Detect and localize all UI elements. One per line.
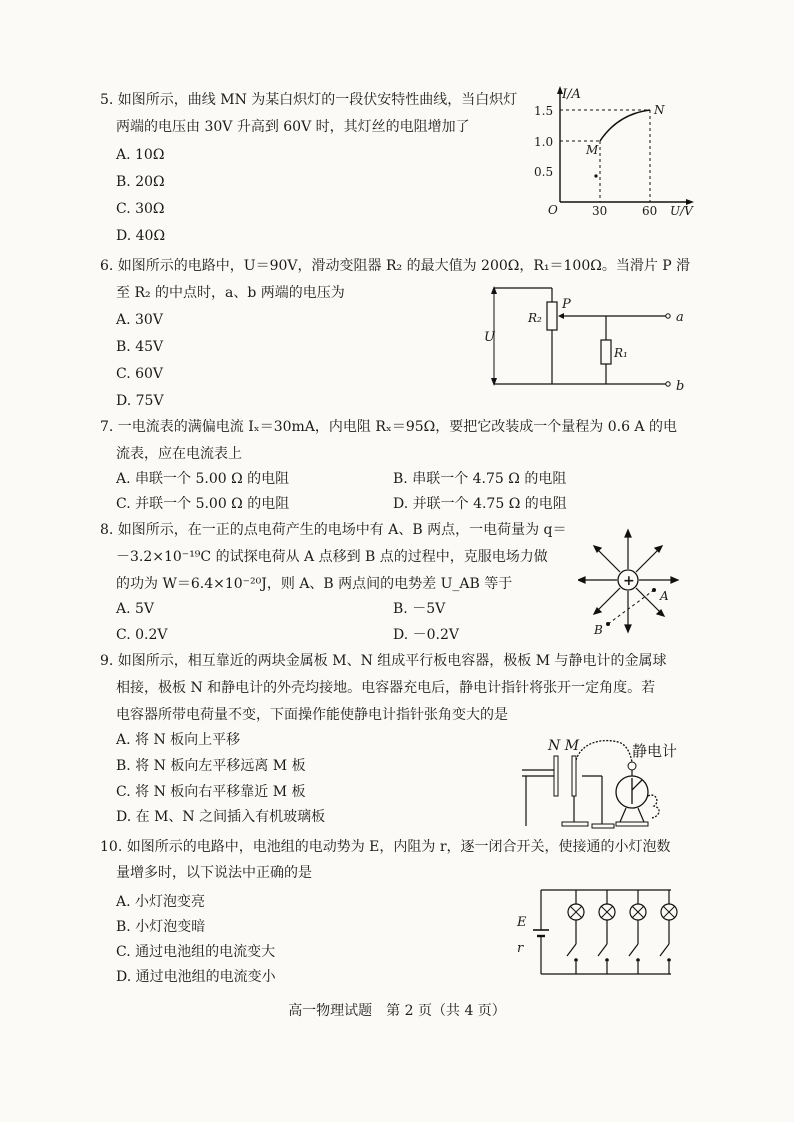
q10-option-b: B. 小灯泡变暗	[116, 919, 206, 935]
y-axis-label: I/A	[562, 87, 581, 102]
field-arrow-up-icon	[625, 530, 631, 537]
q8-option-b: B. －5V	[393, 601, 446, 617]
field-arrow-left-icon	[578, 577, 585, 583]
q5-option-a: A. 10Ω	[116, 147, 165, 163]
q6-stem-line2: 至 R₂ 的中点时，a、b 两端的电压为	[116, 285, 345, 301]
q9-option-d: D. 在 M、N 之间插入有机玻璃板	[116, 809, 326, 825]
r1-resistor	[601, 340, 611, 364]
lamp-branch-4	[660, 890, 677, 974]
q7-option-d: D. 并联一个 4.75 Ω 的电阻	[393, 496, 567, 512]
terminal-a	[666, 314, 670, 318]
q9-stem-line2: 相接，极板 N 和静电计的外壳均接地。电容器充电后，静电计指针将张开一定角度。若	[116, 680, 656, 696]
q8-option-a: A. 5V	[116, 601, 155, 617]
q10-stem-line1: 10. 如图所示的电路中，电池组的电动势为 E，内阻为 r，逐一闭合开关，使接通的小灯泡数	[100, 839, 671, 855]
field-line-dl	[596, 588, 620, 612]
q7-stem-line2: 流表，应在电流表上	[116, 446, 242, 462]
q6-option-b: B. 45V	[116, 339, 164, 355]
q7-option-c: C. 并联一个 5.00 Ω 的电阻	[116, 496, 290, 512]
r1-label: R₁	[614, 346, 628, 360]
q5-option-d: D. 40Ω	[116, 228, 166, 244]
y-tick-0-5: 0.5	[534, 165, 554, 179]
stand-base	[562, 822, 588, 826]
u-arrow-down-icon	[491, 378, 497, 386]
plate-n	[554, 756, 558, 796]
point-n-label: N	[654, 103, 665, 117]
q8-stem-line1: 8. 如图所示，在一正的点电荷产生的电场中有 A、B 两点，一电荷量为 q＝	[100, 522, 567, 538]
field-arrow-right-icon	[671, 577, 678, 583]
q9-option-c: C. 将 N 板向右平移靠近 M 板	[116, 784, 306, 800]
field-arrow-ul-icon	[594, 546, 601, 552]
meter-leg-right	[638, 808, 644, 822]
meter-leg-left	[620, 808, 626, 822]
q9-stem-line3: 电容器所带电荷量不变，下面操作能使静电计指针张角变大的是	[116, 707, 508, 723]
lamp-branch-1	[567, 890, 584, 974]
x-tick-30: 30	[592, 204, 608, 218]
u-label: U	[484, 330, 495, 345]
q5-stem-line1: 5. 如图所示，曲线 MN 为某白炽灯的一段伏安特性曲线，当白炽灯	[100, 92, 518, 108]
stray-dot	[594, 174, 597, 177]
lamp-branch-2	[598, 890, 615, 974]
nm-plates-label: N M	[548, 738, 580, 754]
meter-ground-wire	[648, 795, 659, 818]
b-label: b	[676, 379, 685, 394]
q5-option-b: B. 20Ω	[116, 174, 165, 190]
q8-option-c: C. 0.2V	[116, 627, 168, 643]
q5-option-c: C. 30Ω	[116, 201, 165, 217]
q8-field-figure	[578, 528, 688, 640]
field-line-dr	[636, 588, 662, 614]
switch-open	[567, 944, 576, 956]
field-arrow-dr-icon	[657, 610, 664, 616]
r2-resistor	[547, 302, 557, 330]
point-m-label: M	[586, 143, 599, 157]
q8-stem-line2: －3.2×10⁻¹⁹C 的试探电荷从 A 点移到 B 点的过程中，克服电场力做	[116, 549, 548, 565]
q10-circuit	[505, 882, 680, 982]
q6-circuit	[480, 280, 690, 395]
switch-open	[598, 944, 607, 956]
q7-option-b: B. 串联一个 4.75 Ω 的电阻	[393, 471, 567, 487]
meter-ball	[628, 762, 636, 770]
x-axis-label: U/V	[670, 204, 693, 218]
meter-label: 静电计	[632, 742, 678, 760]
q9-electroscope-figure	[522, 732, 692, 832]
q5-iv-graph	[530, 84, 700, 219]
a-label: a	[676, 310, 684, 325]
page-footer: 高一物理试题 第 2 页（共 4 页）	[288, 1003, 506, 1019]
q9-stem-line1: 9. 如图所示，相互靠近的两块金属板 M、N 组成平行板电容器，极板 M 与静电计的金属球	[100, 653, 667, 669]
point-b-dot	[606, 622, 610, 626]
q7-option-a: A. 串联一个 5.00 Ω 的电阻	[116, 471, 290, 487]
q9-option-a: A. 将 N 板向上平移	[116, 732, 241, 748]
curve-mn	[600, 110, 650, 141]
q10-option-c: C. 通过电池组的电流变大	[116, 944, 276, 960]
q7-stem-line1: 7. 一电流表的满偏电流 Iₓ＝30mA，内电阻 Rₓ＝95Ω，要把它改装成一个量程为 0.6 A 的电	[100, 419, 677, 435]
switch-open	[660, 944, 669, 956]
field-arrow-ur-icon	[655, 546, 662, 552]
plate-m	[572, 756, 576, 796]
x-tick-60: 60	[642, 204, 658, 218]
path-a-to-b	[608, 590, 654, 624]
q10-option-a: A. 小灯泡变亮	[116, 894, 206, 910]
slider-arrow-icon	[558, 313, 564, 319]
switch-open	[629, 944, 638, 956]
q6-option-c: C. 60V	[116, 366, 164, 382]
q6-option-a: A. 30V	[116, 312, 163, 328]
point-a-dot	[652, 588, 656, 592]
y-tick-1-5: 1.5	[534, 104, 554, 118]
q10-option-d: D. 通过电池组的电流变小	[116, 969, 276, 985]
q9-option-b: B. 将 N 板向左平移远离 M 板	[116, 758, 306, 774]
y-tick-1-0: 1.0	[534, 135, 554, 149]
internal-r-label: r	[517, 941, 524, 956]
q8-option-d: D. －0.2V	[393, 627, 460, 643]
p-label: P	[562, 297, 571, 312]
emf-label: E	[517, 915, 527, 930]
point-a-label: A	[660, 589, 669, 603]
field-line-ul	[596, 548, 620, 572]
stand-base-2	[592, 824, 614, 828]
q5-stem-line2: 两端的电压由 30V 升高到 60V 时，其灯丝的电阻增加了	[116, 119, 470, 135]
plus-sign: +	[623, 573, 635, 589]
r2-label: R₂	[528, 311, 542, 325]
meter-base	[616, 822, 648, 826]
lamp-branch-3	[629, 890, 646, 974]
q8-stem-line3: 的功为 W＝6.4×10⁻²⁰J，则 A、B 两点间的电势差 U_AB 等于	[116, 576, 513, 592]
q10-stem-line2: 量增多时，以下说法中正确的是	[116, 865, 312, 881]
q6-option-d: D. 75V	[116, 393, 164, 409]
wire-to-meter	[576, 741, 632, 762]
origin-label: O	[548, 203, 558, 217]
u-arrow-up-icon	[491, 286, 497, 294]
point-b-label: B	[594, 623, 603, 637]
terminal-b	[666, 382, 670, 386]
field-arrow-down-icon	[625, 625, 631, 632]
q6-stem-line1: 6. 如图所示的电路中，U＝90V，滑动变阻器 R₂ 的最大值为 200Ω，R₁＝100Ω。当滑片 P 滑	[100, 258, 691, 274]
field-line-ur	[636, 548, 660, 572]
field-arrow-dl-icon	[594, 608, 601, 614]
